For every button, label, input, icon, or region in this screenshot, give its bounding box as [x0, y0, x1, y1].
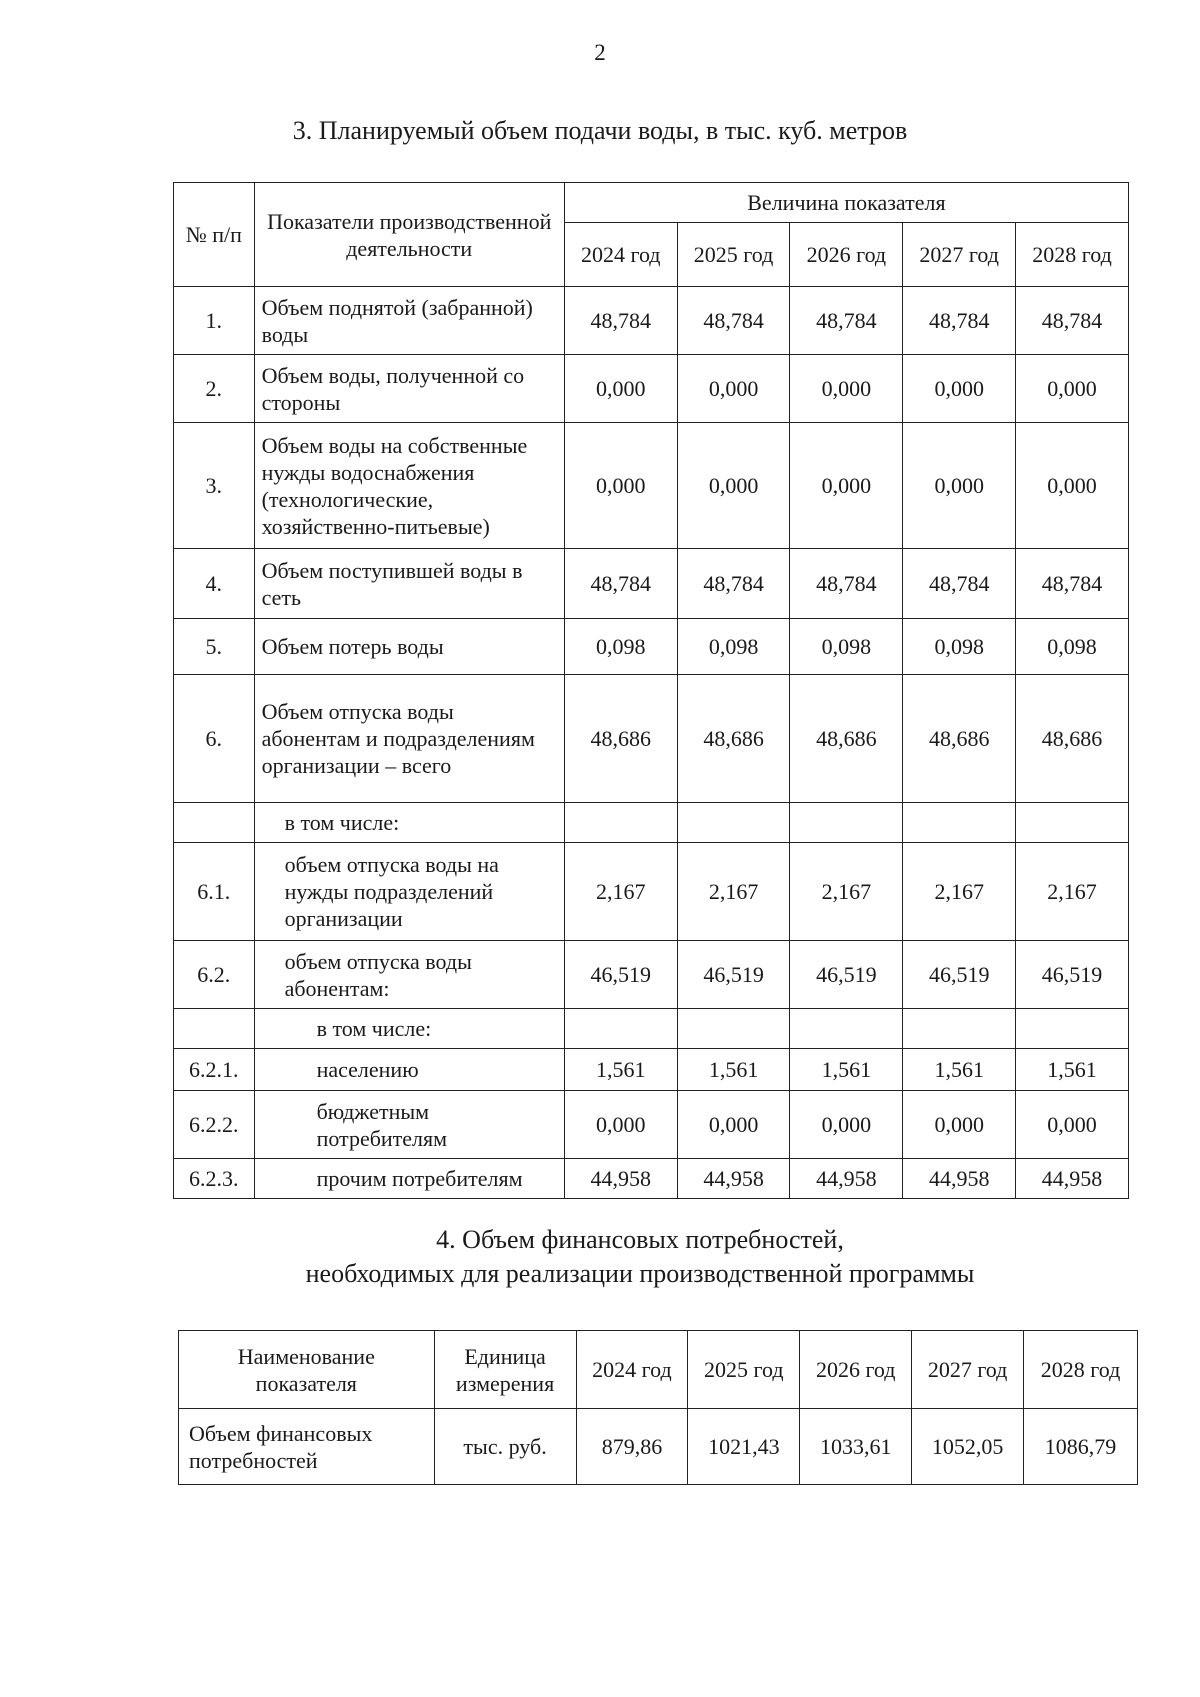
row-value: 0,000 [564, 423, 677, 549]
header-year: 2026 год [800, 1331, 912, 1409]
row-label: населению [254, 1049, 564, 1091]
row-value: 48,784 [903, 287, 1016, 355]
row-value: 46,519 [564, 941, 677, 1009]
row-num: 6.2.3. [174, 1159, 255, 1199]
row-num: 6.2. [174, 941, 255, 1009]
row-value [1016, 1009, 1129, 1049]
row-value: 0,000 [564, 1091, 677, 1159]
header-year: 2027 год [912, 1331, 1024, 1409]
page-number: 2 [594, 40, 606, 65]
row-label: объем отпуска воды на нужды подразделений организации [254, 843, 564, 941]
row-value: 0,098 [677, 619, 790, 675]
row-value: 1021,43 [688, 1409, 800, 1485]
row-num: 6.2.2. [174, 1091, 255, 1159]
table-header-row [179, 1331, 1138, 1409]
row-value: 48,686 [1016, 675, 1129, 803]
row-label: Объем воды, полученной со стороны [254, 355, 564, 423]
row-value: 2,167 [903, 843, 1016, 941]
row-value: 46,519 [1016, 941, 1129, 1009]
row-value: 2,167 [1016, 843, 1129, 941]
row-label: в том числе: [254, 1009, 564, 1049]
row-value: 44,958 [903, 1159, 1016, 1199]
row-value: 48,784 [677, 549, 790, 619]
row-num: 5. [174, 619, 255, 675]
row-value: 0,098 [903, 619, 1016, 675]
row-value: 0,098 [790, 619, 903, 675]
row-num: 2. [174, 355, 255, 423]
row-value: 1,561 [903, 1049, 1016, 1091]
header-year: 2026 год [790, 223, 903, 287]
row-value: 879,86 [576, 1409, 688, 1485]
header-year: 2028 год [1016, 223, 1129, 287]
table-row [174, 843, 1129, 941]
row-value [1016, 803, 1129, 843]
section-4-title-line2: необходимых для реализации производственной программы [305, 1259, 975, 1288]
table-row [174, 803, 1129, 843]
row-value: 44,958 [677, 1159, 790, 1199]
row-value: 48,686 [790, 675, 903, 803]
row-num [174, 1009, 255, 1049]
row-value: 48,784 [790, 549, 903, 619]
header-value-group: Величина показателя [564, 183, 1128, 223]
row-value: 0,098 [1016, 619, 1129, 675]
row-value: 1033,61 [800, 1409, 912, 1485]
row-value [903, 1009, 1016, 1049]
header-unit: Единица измерения [434, 1331, 576, 1409]
row-value: 48,686 [677, 675, 790, 803]
row-value: 44,958 [1016, 1159, 1129, 1199]
row-value [564, 1009, 677, 1049]
table-row [174, 287, 1129, 355]
row-value: 1,561 [677, 1049, 790, 1091]
row-label: Объем потерь воды [254, 619, 564, 675]
section-4-title-line1: 4. Объем финансовых потребностей, [436, 1225, 844, 1254]
row-label: Объем отпуска воды абонентам и подразделениям организации – всего [254, 675, 564, 803]
row-value: 1,561 [790, 1049, 903, 1091]
row-value [903, 803, 1016, 843]
row-value: 0,000 [903, 423, 1016, 549]
row-value: 1,561 [1016, 1049, 1129, 1091]
table-row [174, 619, 1129, 675]
row-value: 48,686 [903, 675, 1016, 803]
row-value: 0,000 [677, 1091, 790, 1159]
row-value: 0,000 [677, 423, 790, 549]
water-supply-table [173, 182, 1129, 1199]
table-row [174, 1009, 1129, 1049]
row-label: Объем поступившей воды в сеть [254, 549, 564, 619]
header-indicator: Показатели производственной деятельности [254, 183, 564, 287]
table-row [174, 355, 1129, 423]
table-header-row [174, 183, 1129, 223]
row-value [677, 803, 790, 843]
table-row [174, 423, 1129, 549]
header-year: 2028 год [1024, 1331, 1138, 1409]
row-value: 2,167 [564, 843, 677, 941]
row-value [790, 803, 903, 843]
row-value: 0,000 [1016, 423, 1129, 549]
row-name: Объем финансовых потребностей [179, 1409, 435, 1485]
row-value: 0,000 [677, 355, 790, 423]
row-value: 48,686 [564, 675, 677, 803]
table-row [179, 1409, 1138, 1485]
financial-needs-table [178, 1330, 1138, 1485]
row-label: Объем воды на собственные нужды водоснабжения (технологические, хозяйственно-питьевые) [254, 423, 564, 549]
row-value: 48,784 [564, 287, 677, 355]
row-value: 0,000 [903, 1091, 1016, 1159]
row-num: 1. [174, 287, 255, 355]
header-num: № п/п [174, 183, 255, 287]
header-name: Наименование показателя [179, 1331, 435, 1409]
row-value [677, 1009, 790, 1049]
row-label: объем отпуска воды абонентам: [254, 941, 564, 1009]
row-value [790, 1009, 903, 1049]
section-3-title: 3. Планируемый объем подачи воды, в тыс. куб. метров [292, 116, 908, 145]
row-value: 48,784 [677, 287, 790, 355]
row-num: 3. [174, 423, 255, 549]
table-row [174, 1049, 1129, 1091]
row-label: прочим потребителям [254, 1159, 564, 1199]
row-num: 4. [174, 549, 255, 619]
row-value: 0,000 [903, 355, 1016, 423]
row-value: 46,519 [790, 941, 903, 1009]
row-value: 44,958 [790, 1159, 903, 1199]
row-value: 48,784 [903, 549, 1016, 619]
table-row [174, 1159, 1129, 1199]
row-value: 0,000 [1016, 355, 1129, 423]
section-4-title [40, 1223, 1200, 1291]
row-value: 46,519 [677, 941, 790, 1009]
row-value: 1086,79 [1024, 1409, 1138, 1485]
header-year: 2025 год [688, 1331, 800, 1409]
header-year: 2024 год [576, 1331, 688, 1409]
row-value: 46,519 [903, 941, 1016, 1009]
header-year: 2024 год [564, 223, 677, 287]
header-year: 2027 год [903, 223, 1016, 287]
row-value: 0,000 [1016, 1091, 1129, 1159]
row-value: 0,000 [564, 355, 677, 423]
row-label: Объем поднятой (забранной) воды [254, 287, 564, 355]
row-value: 48,784 [1016, 549, 1129, 619]
row-label: в том числе: [254, 803, 564, 843]
table-row [174, 549, 1129, 619]
row-value: 0,000 [790, 423, 903, 549]
row-value: 0,000 [790, 1091, 903, 1159]
row-unit: тыс. руб. [434, 1409, 576, 1485]
row-value: 48,784 [1016, 287, 1129, 355]
row-value: 0,000 [790, 355, 903, 423]
row-value: 2,167 [677, 843, 790, 941]
row-num: 6. [174, 675, 255, 803]
table-row [174, 941, 1129, 1009]
row-value: 44,958 [564, 1159, 677, 1199]
row-value: 1,561 [564, 1049, 677, 1091]
row-value [564, 803, 677, 843]
row-num: 6.1. [174, 843, 255, 941]
table-row [174, 675, 1129, 803]
row-value: 0,098 [564, 619, 677, 675]
row-num [174, 803, 255, 843]
row-num: 6.2.1. [174, 1049, 255, 1091]
row-value: 48,784 [790, 287, 903, 355]
row-label: бюджетным потребителям [254, 1091, 564, 1159]
row-value: 2,167 [790, 843, 903, 941]
row-value: 48,784 [564, 549, 677, 619]
row-value: 1052,05 [912, 1409, 1024, 1485]
header-year: 2025 год [677, 223, 790, 287]
table-row [174, 1091, 1129, 1159]
